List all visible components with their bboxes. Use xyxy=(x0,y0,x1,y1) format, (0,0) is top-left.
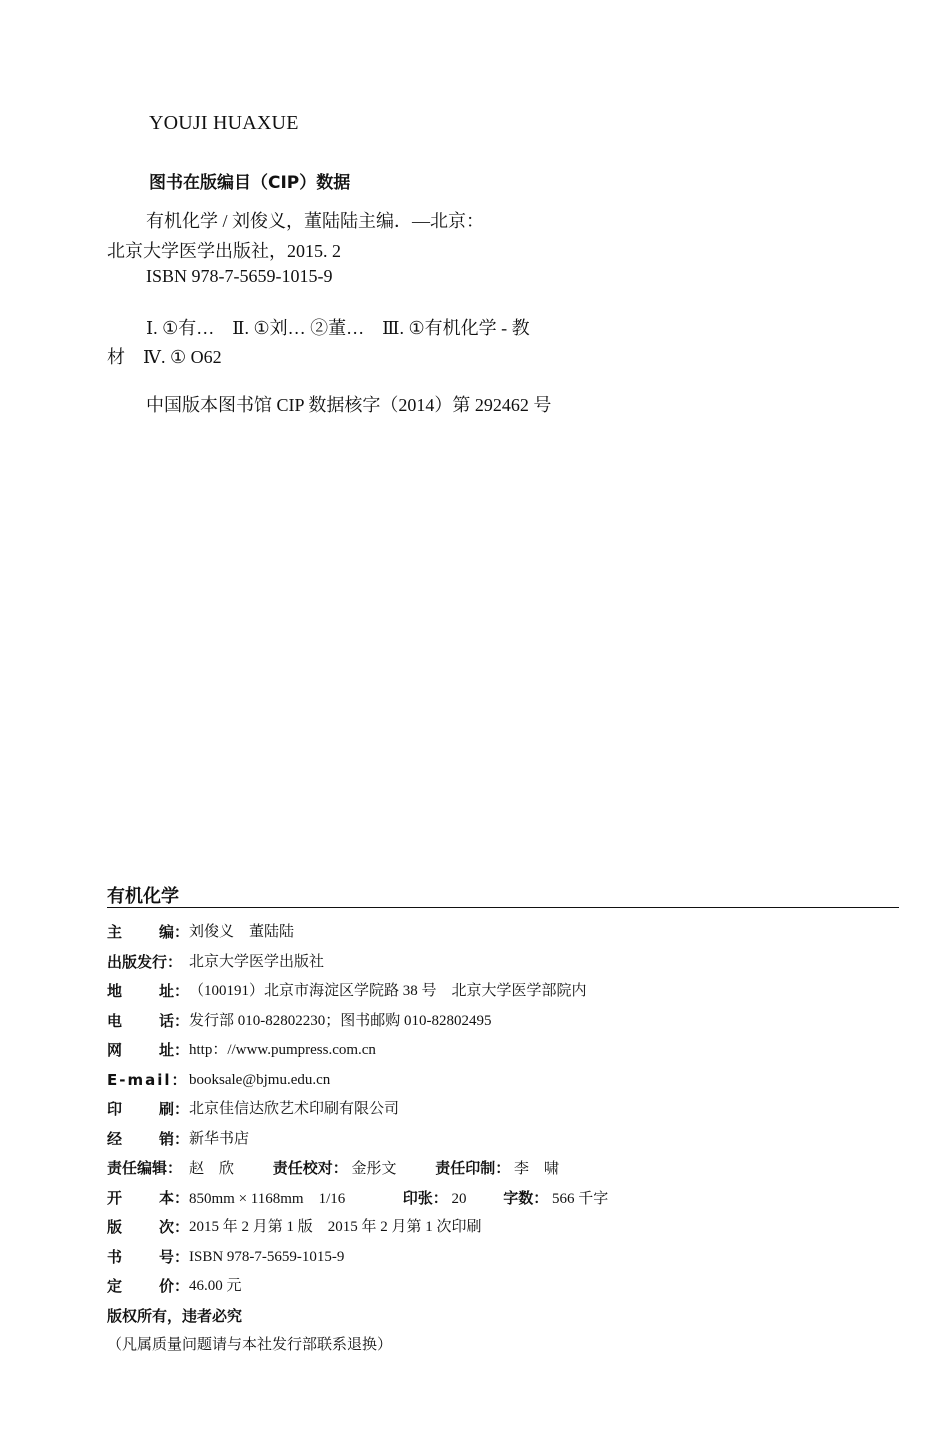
cip-isbn: ISBN 978-7-5659-1015-9 xyxy=(146,266,333,286)
value-editor: 刘俊义 董陆陆 xyxy=(189,924,295,940)
label-dealer: 经 销： xyxy=(107,1129,189,1148)
value-format: 850mm × 1168mm 1/16 xyxy=(189,1190,346,1207)
pinyin-title: YOUJI HUAXUE xyxy=(149,112,299,134)
row-email xyxy=(107,1068,897,1098)
cip-record-number: 中国版本图书馆 CIP 数据核字（2014）第 292462 号 xyxy=(146,395,552,415)
value-address: （100191）北京市海淀区学院路 38 号 北京大学医学部院内 xyxy=(189,983,587,999)
value-proofreader: 金彤文 xyxy=(351,1161,397,1177)
quality-note: （凡属质量问题请与本社发行部联系退换） xyxy=(107,1337,393,1353)
copyright-notice: 版权所有，违者必究 xyxy=(107,1306,243,1325)
value-phone: 发行部 010-82802230；图书邮购 010-82802495 xyxy=(189,1012,492,1029)
book-title: 有机化学 xyxy=(107,886,179,907)
title-divider xyxy=(107,907,899,908)
label-publisher: 出版发行： xyxy=(107,952,183,971)
value-dealer: 新华书店 xyxy=(189,1130,250,1147)
row-dealer xyxy=(107,1127,897,1157)
label-responsible-editor: 责任编辑： xyxy=(107,1159,183,1177)
row-book-number xyxy=(107,1245,897,1275)
label-editor: 主 编： xyxy=(107,923,189,941)
label-email: E-mail： xyxy=(107,1070,189,1089)
value-edition: 2015 年 2 月第 1 版 2015 年 2 月第 1 次印刷 xyxy=(189,1219,482,1235)
cip-line-1: 有机化学 / 刘俊义，董陆陆主编．—北京： xyxy=(146,211,484,231)
value-email: booksale@bjmu.edu.cn xyxy=(189,1071,331,1088)
label-address: 地 址： xyxy=(107,982,189,1000)
row-website xyxy=(107,1038,897,1068)
label-book-number: 书 号： xyxy=(107,1247,189,1266)
row-editor xyxy=(107,920,897,950)
row-price xyxy=(107,1274,897,1304)
label-phone: 电 话： xyxy=(107,1011,189,1030)
colophon-block xyxy=(107,920,897,1363)
value-words: 566 千字 xyxy=(552,1190,609,1207)
cip-heading: 图书在版编目（CIP）数据 xyxy=(149,173,351,193)
label-print-supervisor: 责任印制： xyxy=(435,1159,511,1177)
label-edition: 版 次： xyxy=(107,1218,189,1236)
value-website: http：//www.pumpress.com.cn xyxy=(189,1042,376,1058)
label-price: 定 价： xyxy=(107,1277,189,1295)
value-printer: 北京佳信达欣艺术印刷有限公司 xyxy=(189,1101,400,1117)
row-format xyxy=(107,1186,897,1216)
value-price: 46.00 元 xyxy=(189,1278,242,1294)
value-publisher: 北京大学医学出版社 xyxy=(189,953,325,970)
value-sheets: 20 xyxy=(451,1190,467,1207)
row-printer xyxy=(107,1097,897,1127)
cip-classification-1: Ⅰ. ①有… Ⅱ. ①刘… ②董… Ⅲ. ①有机化学 - 教 xyxy=(146,318,530,338)
row-edition xyxy=(107,1215,897,1245)
label-printer: 印 刷： xyxy=(107,1100,189,1118)
value-responsible-editor: 赵 欣 xyxy=(189,1161,235,1177)
label-format: 开 本： xyxy=(107,1188,189,1207)
cip-classification-2: 材 Ⅳ. ① O62 xyxy=(107,347,222,367)
value-book-number: ISBN 978-7-5659-1015-9 xyxy=(189,1248,345,1265)
row-address xyxy=(107,979,897,1009)
label-sheets: 印张： xyxy=(402,1188,448,1207)
value-print-supervisor: 李 啸 xyxy=(514,1161,560,1177)
row-phone xyxy=(107,1009,897,1039)
label-words: 字数： xyxy=(503,1188,549,1207)
row-publisher xyxy=(107,950,897,980)
cip-line-2: 北京大学医学出版社，2015. 2 xyxy=(107,241,341,261)
label-proofreader: 责任校对： xyxy=(272,1159,348,1177)
label-website: 网 址： xyxy=(107,1041,189,1059)
row-responsible xyxy=(107,1156,897,1186)
